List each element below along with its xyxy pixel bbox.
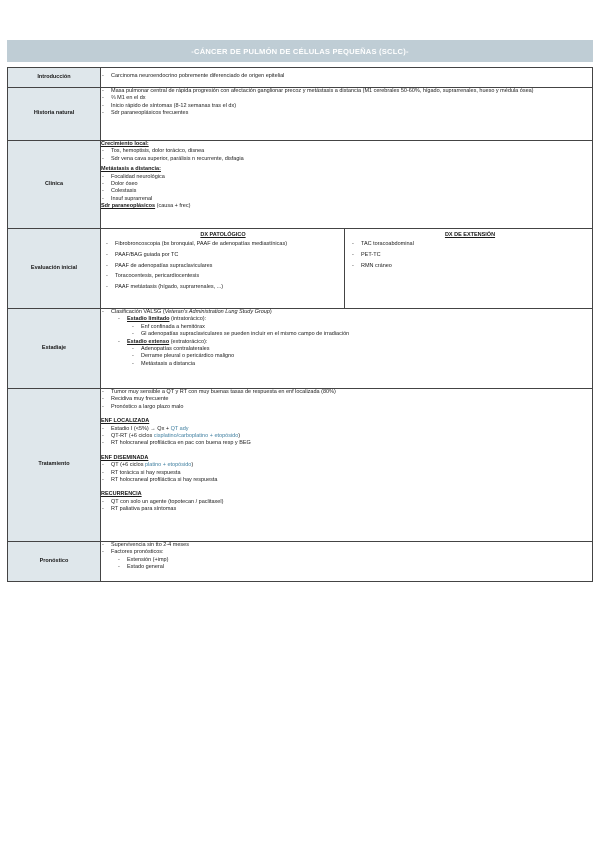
list-item: - RT holocraneal profiláctica si hay respuesta [101, 477, 592, 484]
note-text: (causa + frec) [155, 203, 191, 210]
list-item: - Inicio rápido de síntomas (8-12 semanas tras el dx) [101, 103, 592, 110]
section-heading: Crecimiento local: [101, 141, 149, 147]
page-title: -CÁNCER DE PULMÓN DE CÉLULAS PEQUEÑAS (SCLC)- [191, 46, 409, 56]
row-label-estadiaje: Estadiaje [8, 309, 101, 389]
row-label-pronostico: Pronóstico [8, 542, 101, 582]
list-item: - Toracocentesis, pericardiocentesis [105, 273, 341, 280]
stage-heading: Estadio limitado [127, 316, 170, 323]
row-pronostico [8, 542, 593, 582]
list-item: - ⅔ M1 en el dx [101, 95, 592, 102]
list-item: - PAAF de adenopatías supraclaviculares [105, 263, 341, 270]
item-text: QT-RT (+6 ciclos [111, 433, 154, 440]
list-item: - Insuf suprarrenal [101, 196, 592, 203]
list-item: - Colestasis [101, 188, 592, 195]
row-historia-natural [8, 88, 593, 141]
row-clinica [8, 141, 593, 229]
list-item: - RT paliativa para síntomas [101, 506, 592, 513]
list-item [117, 316, 592, 323]
list-item: - Tumor muy sensible a QT y RT con muy buenas tasas de respuesta en enf localizada (80%) [101, 389, 592, 396]
list-item: - Carcinoma neuroendocrino pobremente diferenciado de origen epitelial [101, 73, 592, 80]
list-item [101, 462, 592, 469]
stage-note: (intratorácico): [169, 316, 207, 323]
list-item: - Enf confinada a hemitórax [131, 324, 592, 331]
list-item [117, 339, 592, 346]
row-tratamiento [8, 389, 593, 542]
row-introduccion [8, 68, 593, 88]
list-item: - Fibrobroncoscopia (bx bronquial, PAAF de adenopatías mediastínicas) [105, 241, 341, 248]
row-label-introduccion: Introducción [8, 68, 101, 88]
classification-text: Clasificación VALSG ( [111, 309, 165, 315]
stage-heading: Estadio extenso [127, 338, 170, 345]
page-title-bar [7, 40, 593, 62]
list-item: - Gl adenopatías supraclaviculares se pueden incluir en el mismo campo de irradiación [131, 331, 592, 338]
section-heading: ENF LOCALIZADA [101, 418, 150, 425]
list-item: - Metástasis a distancia [131, 361, 592, 368]
classification-italic: Veteran's Administration Lung Study Group [164, 309, 270, 315]
list-item: - Dolor óseo [101, 181, 592, 188]
paraneoplastic-line [101, 203, 592, 210]
list-item: - Supervivencia sin tto 2-4 meses [101, 542, 592, 549]
item-text: QT (+6 ciclos [111, 462, 145, 469]
list-item: - RT torácica si hay respuesta [101, 470, 592, 477]
row-estadiaje [8, 309, 593, 389]
summary-table [7, 67, 593, 582]
list-item [101, 309, 592, 316]
list-item [101, 426, 592, 433]
dx-extension-column [345, 229, 592, 308]
highlight-text: platino + etopósido [144, 462, 192, 469]
list-item: - Recidiva muy frecuente [101, 396, 592, 403]
list-item: - Factores pronósticos: [101, 549, 592, 556]
row-label-clinica: Clínica [8, 141, 101, 229]
list-item: - Sdr paraneoplásicos frecuentes [101, 110, 592, 117]
list-item [101, 433, 592, 440]
section-heading: RECURRENCIA [101, 491, 142, 498]
section-heading: ENF DISEMINADA [101, 454, 149, 461]
item-text-end: ) [238, 433, 241, 440]
section-heading: Sdr paraneoplásicos [101, 203, 156, 210]
list-item: - Derrame pleural o pericárdico maligno [131, 353, 592, 360]
list-item: - Focalidad neurológica [101, 174, 592, 181]
list-item: - RT holocraneal profiláctica en pac con buena resp y BEG [101, 440, 592, 447]
list-item: - Estado general [117, 564, 592, 571]
dx-patologico-column [101, 229, 345, 308]
list-item: - PET-TC [351, 252, 589, 259]
section-heading: DX DE EXTENSIÓN [444, 232, 496, 238]
list-item: - TAC toracoabdominal [351, 241, 589, 248]
section-heading: Metástasis a distancia: [101, 166, 161, 173]
classification-suffix: ) [269, 309, 272, 315]
highlight-text: cisplatino/carboplatino + etopósido [153, 433, 239, 440]
stage-note: (extratorácico): [169, 338, 208, 345]
list-item: - RMN cráneo [351, 263, 589, 270]
row-evaluacion-inicial [8, 229, 593, 309]
list-item: - QT con solo un agente (topotecan / paclitaxel) [101, 499, 592, 506]
section-heading: DX PATOLÓGICO [200, 232, 246, 238]
item-text: Estadio I (<5%) → Qx + [111, 425, 171, 432]
list-item: - Adenopatías contralaterales [131, 346, 592, 353]
row-label-tratamiento: Tratamiento [8, 389, 101, 542]
list-item: - Sdr vena cava superior, parálisis n recurrente, disfagia [101, 156, 592, 163]
highlight-text: QT ady [170, 425, 189, 432]
row-label-historia: Historia natural [8, 88, 101, 141]
list-item: - Extensión (+imp) [117, 557, 592, 564]
list-item: - Tos, hemoptisis, dolor torácico, disnea [101, 148, 592, 155]
list-item: - Masa pulmonar central de rápida progresión con afectación ganglionar precoz y metástasis a distancia (M1 cerebrales 50-60%, hígado, suprarrenales, hueso y médula ósea) [101, 88, 592, 95]
row-label-evaluacion: Evaluación inicial [8, 229, 101, 309]
item-text-end: ) [191, 462, 194, 469]
list-item: - PAAF/BAG guiada por TC [105, 252, 341, 259]
list-item: - Pronóstico a largo plazo malo [101, 404, 592, 411]
list-item: - PAAF metástasis (hígado, suprarrenales, ...) [105, 284, 341, 291]
